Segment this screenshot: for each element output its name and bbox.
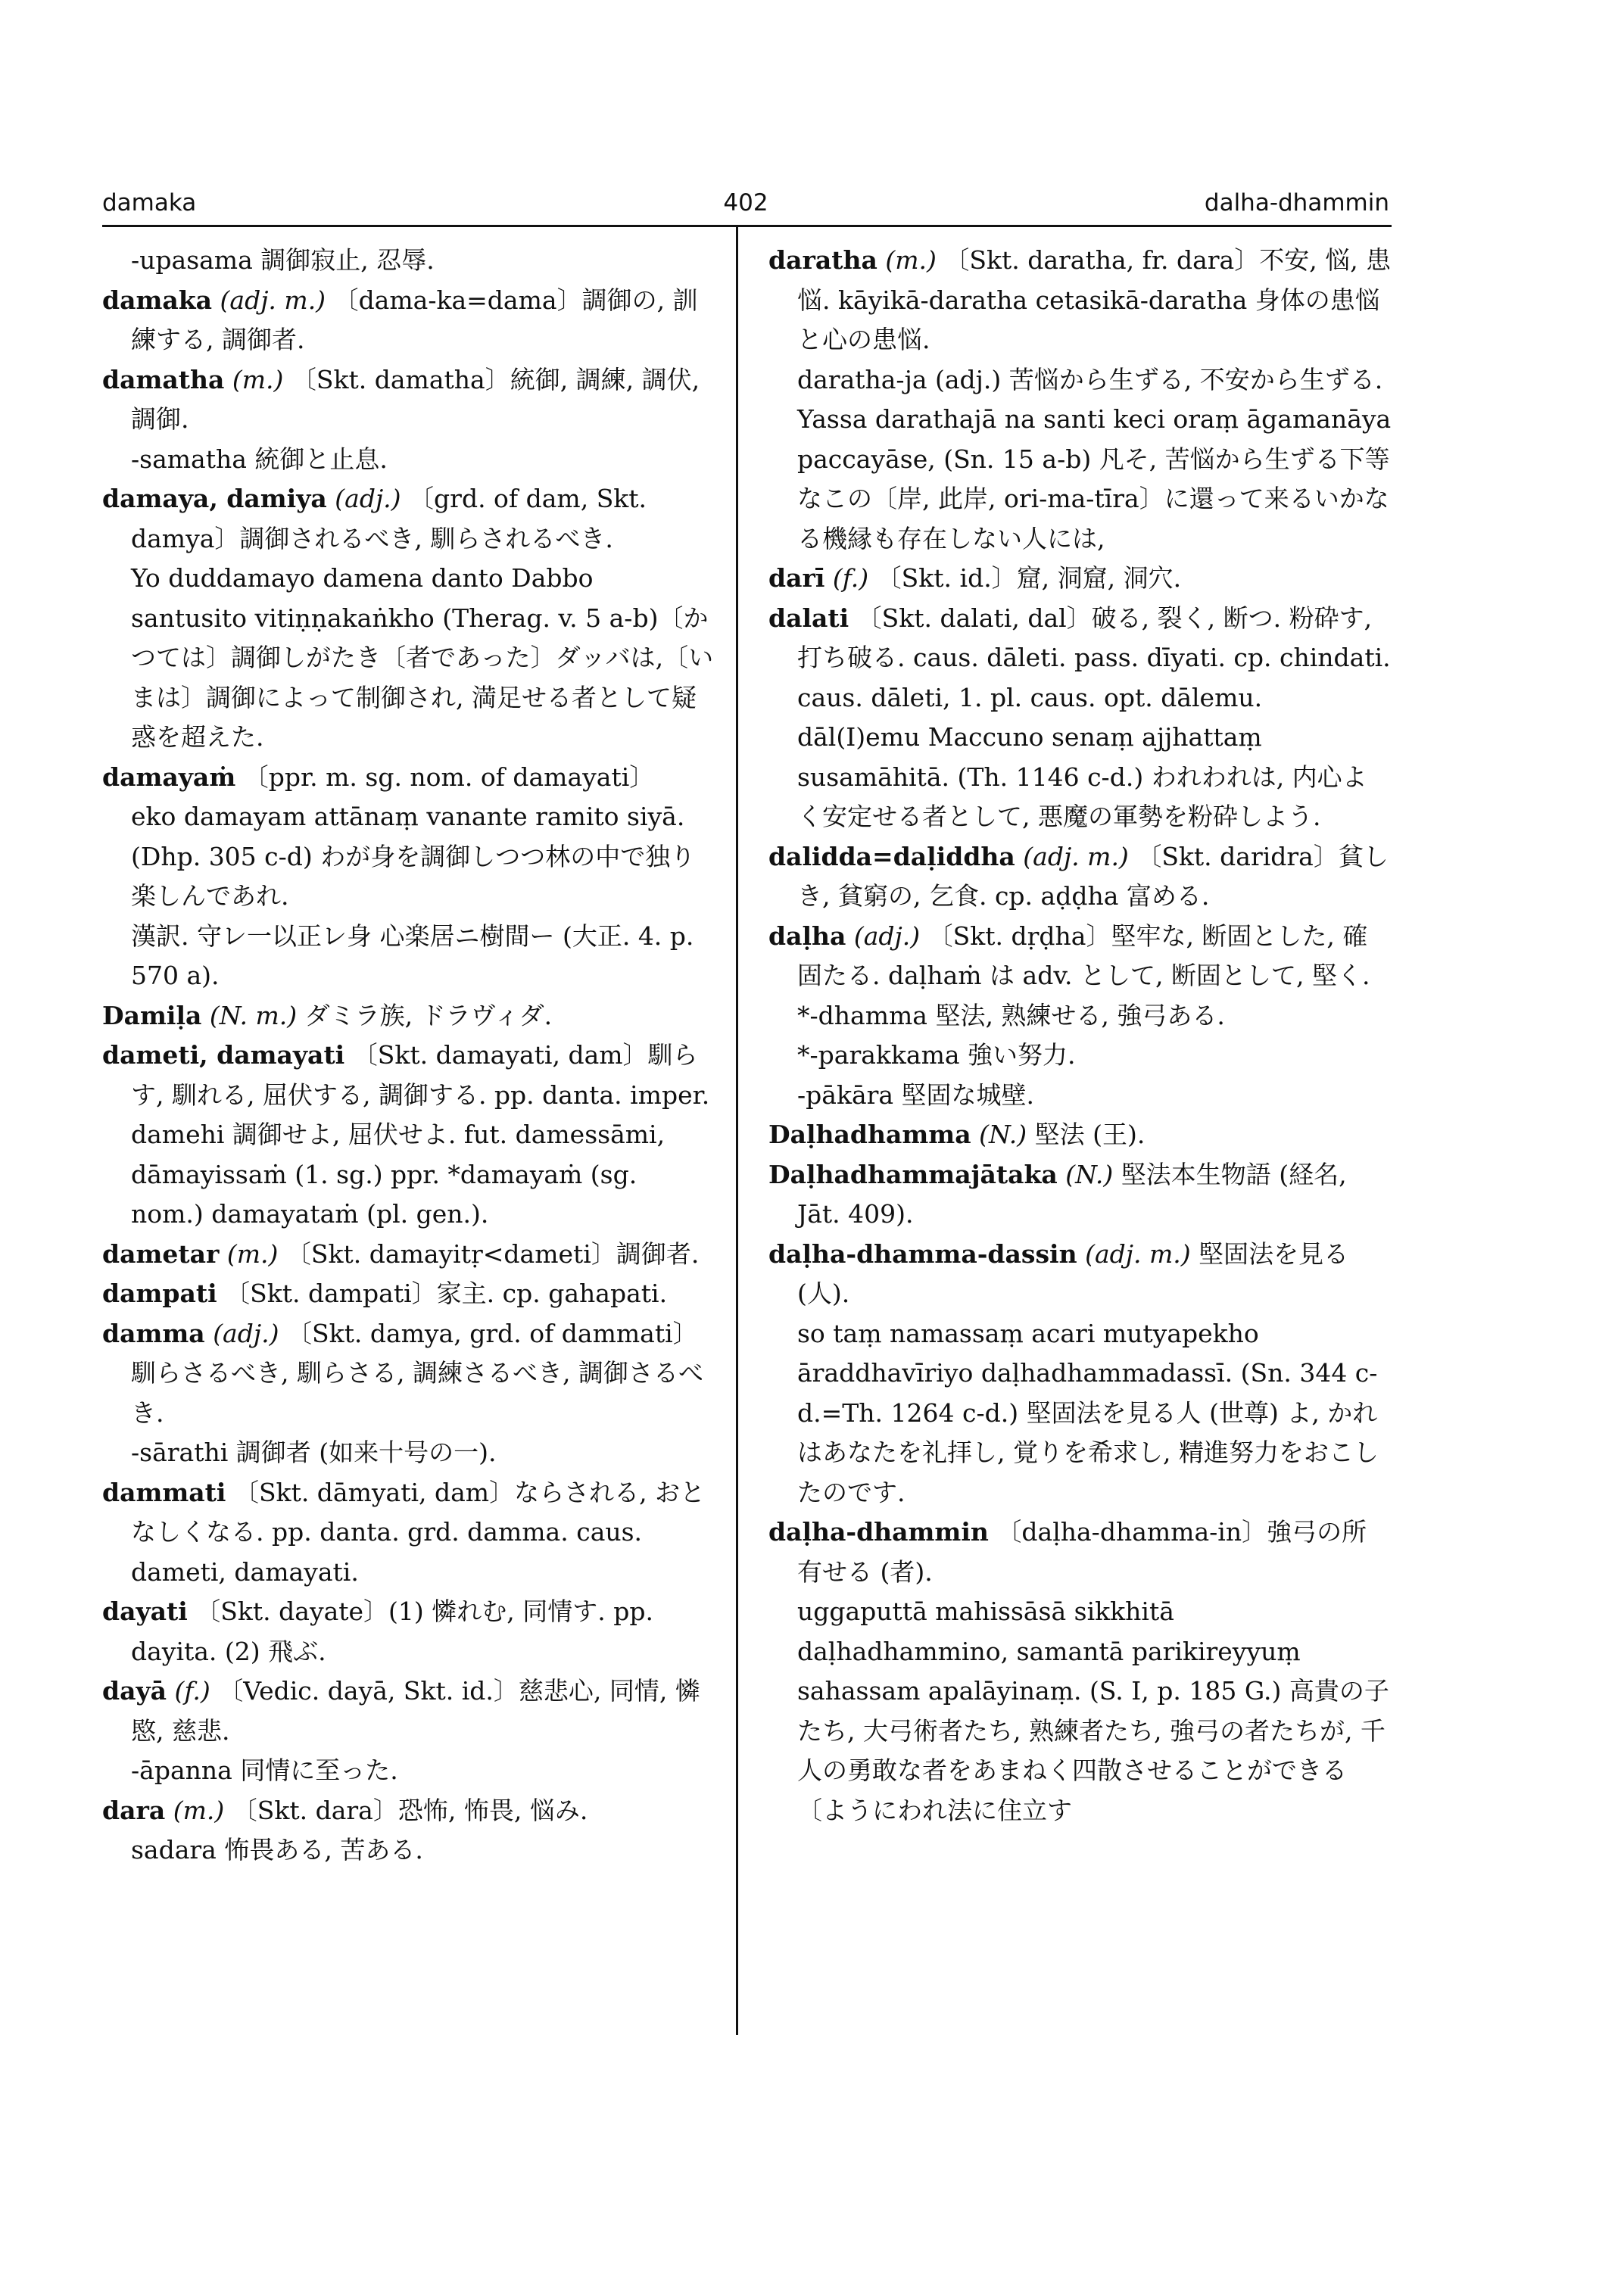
sub-entry: so taṃ namassaṃ acari mutyapekho āraddhavīriyo daḷhadhammadassī. (Sn. 344 c-d.=Th. 1264 c-d.) 堅固法を見る人 (世尊) よ, かれはあなたを礼拝し, 覚りを希求し, 精進努力をおこしたのです.	[797, 1318, 1379, 1507]
column-divider	[736, 227, 738, 2035]
sub-entry: dāl(I)emu Maccuno senaṃ ajjhattaṃ susamāhitā. (Th. 1146 c-d.) われわれは, 内心よく安定せる者として, 悪魔の軍勢を粉砕しよう.	[797, 722, 1367, 831]
sub-entry: uggaputtā mahissāsā sikkhitā daḷhadhammino, samantā parikireyyuṃ sahassam apalāyinaṃ. (S. I, p. 185 G.) 高貴の子たち, 大弓術者たち, 熟練者たち, 強弓の者たちが, 千人の勇敢な者をあまねく四散させることができる〔ようにわれ法に住立す	[797, 1597, 1389, 1825]
headword: daḷha-dhamma-dassin	[768, 1238, 1077, 1269]
headword: dammati	[102, 1477, 226, 1507]
dictionary-entry	[102, 996, 714, 1036]
definition: 〔ppr. m. sg. nom. of damayati〕	[243, 762, 655, 792]
definition: 〔grd. of dam, Skt. damya〕調御されるべき, 馴らされるべき.	[131, 484, 647, 553]
definition: ダミラ族, ドラヴィダ.	[304, 1000, 553, 1030]
grammar-label: (m.)	[226, 1238, 279, 1269]
grammar-label: (adj. m.)	[1023, 841, 1129, 871]
dictionary-entry	[102, 758, 714, 798]
dictionary-entry	[102, 1791, 714, 1831]
definition: 〔Skt. id.〕窟, 洞窟, 洞穴.	[876, 563, 1182, 593]
grammar-label: (m.)	[173, 1795, 225, 1825]
headword: dampati	[102, 1279, 217, 1308]
dictionary-entry	[768, 837, 1392, 917]
grammar-label: (N.)	[1065, 1159, 1114, 1189]
headword: damma	[102, 1318, 205, 1348]
definition: 〔Skt. dampati〕家主. cp. gahapati.	[225, 1279, 668, 1308]
headword: Daḷhadhamma	[768, 1120, 971, 1149]
sub-entry: -samatha 統御と止息.	[131, 444, 388, 474]
sub-entry: 漢訳. 守レ一以正レ身 心楽居ニ樹間ー (大正. 4. p. 570 a).	[131, 921, 694, 990]
dictionary-entry	[102, 1314, 714, 1434]
headword: dametar	[102, 1238, 220, 1269]
dictionary-entry	[768, 917, 1392, 996]
left-guide-word: damaka	[102, 189, 197, 217]
sub-entry: sadara 怖畏ある, 苦ある.	[131, 1835, 423, 1865]
headword: daḷha	[768, 921, 846, 951]
definition: 〔Skt. dayate〕(1) 憐れむ, 同情す. pp. dayita. (2) 飛ぶ.	[131, 1597, 653, 1666]
dictionary-entry	[102, 1235, 714, 1275]
definition: 〔Skt. damayitṛ<dameti〕調御者.	[285, 1238, 700, 1269]
right-guide-word: dalha-dhammin	[1204, 189, 1389, 217]
sub-entry: -upasama 調御寂止, 忍辱.	[131, 245, 435, 275]
headword: damaya, damiya	[102, 484, 327, 513]
dictionary-entry	[768, 559, 1392, 599]
headword: damatha	[102, 364, 225, 394]
definition: 〔Vedic. dayā, Skt. id.〕慈悲心, 同情, 憐愍, 慈悲.	[131, 1676, 700, 1746]
headword: damayaṁ	[102, 762, 236, 792]
dictionary-entry	[768, 1235, 1392, 1314]
dictionary-entry	[768, 1115, 1392, 1155]
header-rule	[102, 225, 1392, 227]
dictionary-entry	[102, 281, 714, 360]
grammar-label: (N.)	[979, 1120, 1027, 1149]
headword: Daḷhadhammajātaka	[768, 1159, 1058, 1189]
headword: Damiḷa	[102, 1000, 202, 1030]
left-column	[102, 241, 714, 1871]
sub-entry: -pākāra 堅固な城壁.	[797, 1080, 1035, 1110]
sub-entry: daratha-ja (adj.) 苦悩から生ずる, 不安から生ずる.	[797, 364, 1383, 394]
definition: 〔Skt. dāmyati, dam〕ならされる, おとなしくなる. pp. danta. grd. damma. caus. dameti, damayati.	[131, 1477, 706, 1587]
definition: 堅法 (王).	[1034, 1120, 1146, 1149]
dictionary-entry	[102, 1274, 714, 1314]
sub-entry: Yo duddamayo damena danto Dabbo santusito vitiṇṇakaṅkho (Therag. v. 5 a-b)〔かつては〕調御しがたき〔者であった〕ダッバは,〔いまは〕調御によって制御され, 満足せる者として疑惑を超えた.	[131, 563, 714, 752]
definition: 堅固法を見る (人).	[797, 1238, 1349, 1308]
grammar-label: (N. m.)	[209, 1000, 298, 1030]
headword: dara	[102, 1795, 166, 1825]
dictionary-entry	[102, 1473, 714, 1593]
dictionary-entry	[768, 1155, 1392, 1235]
dictionary-entry	[102, 360, 714, 440]
definition: 〔Skt. damayati, dam〕馴らす, 馴れる, 屈伏する, 調御する. pp. danta. imper. damehi 調御せよ, 屈伏せよ. fut. damessāmi, dāmayissaṁ (1. sg.) ppr. *damayaṁ (sg. nom.) damayataṁ (pl. gen.).	[131, 1040, 710, 1229]
dictionary-entry	[102, 479, 714, 559]
definition: 〔Skt. daratha, fr. dara〕不安, 悩, 患悩. kāyikā-daratha cetasikā-daratha 身体の患悩と心の患悩.	[797, 245, 1392, 354]
definition: 〔Skt. damatha〕統御, 調練, 調伏, 調御.	[131, 364, 700, 434]
sub-entry: -āpanna 同情に至った.	[131, 1756, 398, 1785]
grammar-label: (adj.)	[213, 1318, 279, 1348]
definition: 〔Skt. dara〕恐怖, 怖畏, 悩み.	[232, 1795, 588, 1825]
definition: 〔Skt. damya, grd. of dammati〕馴らさるべき, 馴らさる, 調練さるべき, 調御さるべき.	[131, 1318, 703, 1428]
dictionary-entry	[768, 241, 1392, 360]
headword: dalidda=daḷiddha	[768, 841, 1015, 871]
definition: 堅法本生物語 (経名, Jāt. 409).	[797, 1159, 1347, 1229]
right-column	[768, 241, 1392, 1830]
definition: 〔Skt. daridra〕貧しき, 貧窮の, 乞食. cp. aḍḍha 富める.	[797, 841, 1389, 911]
headword: daḷha-dhammin	[768, 1517, 989, 1547]
dictionary-entry	[768, 1513, 1392, 1592]
definition: 〔daḷha-dhamma-in〕強弓の所有せる (者).	[797, 1517, 1367, 1587]
headword: dayā	[102, 1676, 167, 1706]
headword: dameti, damayati	[102, 1040, 345, 1070]
sub-entry: *-parakkama 強い努力.	[797, 1040, 1076, 1070]
headword: darī	[768, 563, 825, 593]
grammar-label: (adj.)	[335, 484, 401, 513]
definition: 〔Skt. dṛḍha〕堅牢な, 断固とした, 確固たる. daḷhaṁ は adv. として, 断固として, 堅く.	[797, 921, 1370, 990]
grammar-label: (m.)	[885, 245, 937, 275]
grammar-label: (f.)	[174, 1676, 210, 1706]
page-header	[102, 189, 1389, 229]
grammar-label: (adj.)	[853, 921, 921, 951]
dictionary-entry	[102, 1036, 714, 1235]
grammar-label: (adj. m.)	[220, 285, 326, 315]
grammar-label: (m.)	[232, 364, 284, 394]
headword: dayati	[102, 1597, 188, 1626]
headword: damaka	[102, 285, 213, 315]
sub-entry: Yassa darathajā na santi keci oraṃ āgamanāya paccayāse, (Sn. 15 a-b) 凡そ, 苦悩から生ずる下等なこの〔岸, 此岸, ori-ma-tīra〕に還って来るいかなる機縁も存在しない人には,	[797, 404, 1392, 553]
sub-entry: eko damayam attānaṃ vanante ramito siyā. (Dhp. 305 c-d) わが身を調御しつつ林の中で独り楽しんであれ.	[131, 802, 696, 911]
grammar-label: (adj. m.)	[1085, 1238, 1191, 1269]
dictionary-entry	[102, 1592, 714, 1671]
dictionary-entry	[768, 599, 1392, 718]
dictionary-entry	[102, 1671, 714, 1751]
grammar-label: (f.)	[832, 563, 869, 593]
page-number: 402	[723, 189, 768, 217]
headword: daratha	[768, 245, 877, 275]
definition: 〔dama-ka=dama〕調御の, 訓練する, 調御者.	[131, 285, 698, 354]
sub-entry: *-dhamma 堅法, 熟練せる, 強弓ある.	[797, 1000, 1225, 1030]
headword: dalati	[768, 603, 849, 633]
sub-entry: -sārathi 調御者 (如来十号の一).	[131, 1438, 497, 1467]
definition: 〔Skt. dalati, dal〕破る, 裂く, 断つ. 粉砕す, 打ち破る. caus. dāleti. pass. dīyati. cp. chindati. caus. dāleti, 1. pl. caus. opt. dālemu.	[797, 603, 1391, 712]
